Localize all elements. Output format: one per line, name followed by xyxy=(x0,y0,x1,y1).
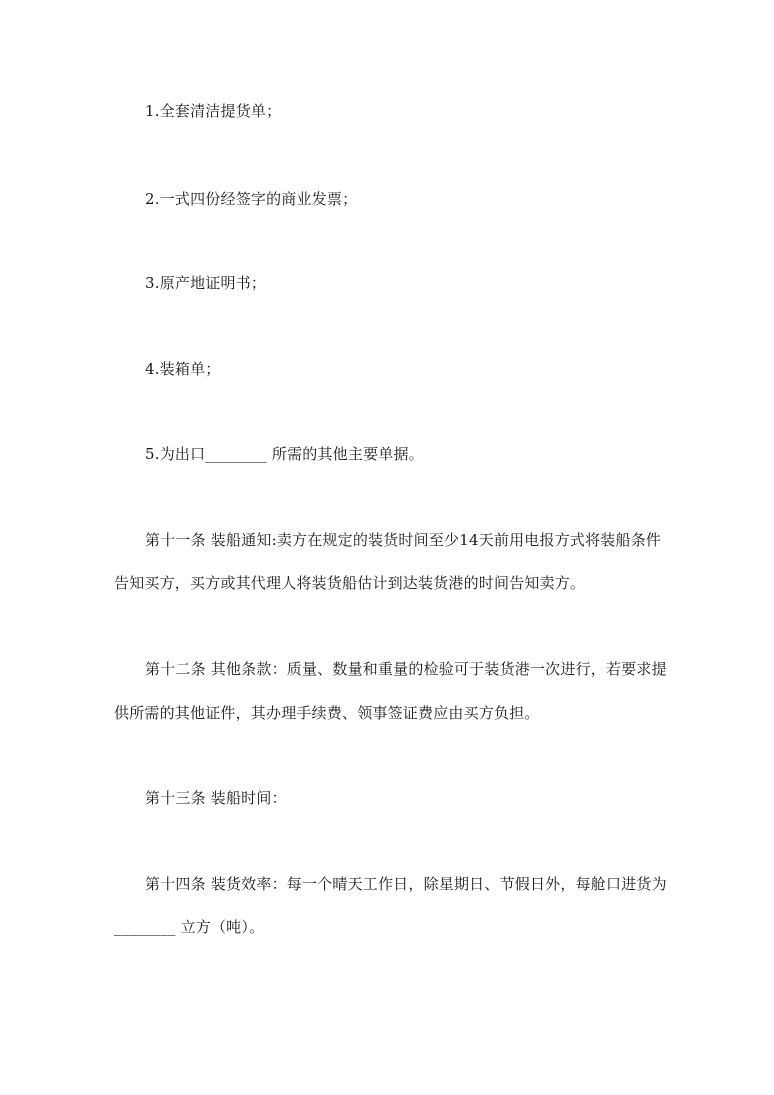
list-item-2: 2.一式四份经签字的商业发票； xyxy=(145,190,358,208)
article-12-line-2: 供所需的其他证件，其办理手续费、领事签证费应由买方负担。 xyxy=(114,704,540,722)
article-13-line-1: 第十三条 装船时间： xyxy=(145,789,287,807)
article-14-line-2: ________ 立方（吨）。 xyxy=(114,918,265,936)
article-11-line-2: 告知买方，买方或其代理人将装货船估计到达装货港的时间告知卖方。 xyxy=(114,574,586,592)
list-item-4: 4.装箱单； xyxy=(145,360,221,378)
article-11-line-1: 第十一条 装船通知:卖方在规定的装货时间至少14天前用电报方式将装船条件 xyxy=(145,531,662,549)
list-item-3: 3.原产地证明书； xyxy=(145,274,267,292)
article-14-line-1: 第十四条 装货效率：每一个晴天工作日，除星期日、节假日外，每舱口进货为 xyxy=(145,875,667,893)
article-12-line-1: 第十二条 其他条款：质量、数量和重量的检验可于装货港一次进行，若要求提 xyxy=(145,660,667,678)
list-item-1: 1.全套清洁提货单； xyxy=(145,102,282,120)
list-item-5: 5.为出口________ 所需的其他主要单据。 xyxy=(145,445,424,463)
